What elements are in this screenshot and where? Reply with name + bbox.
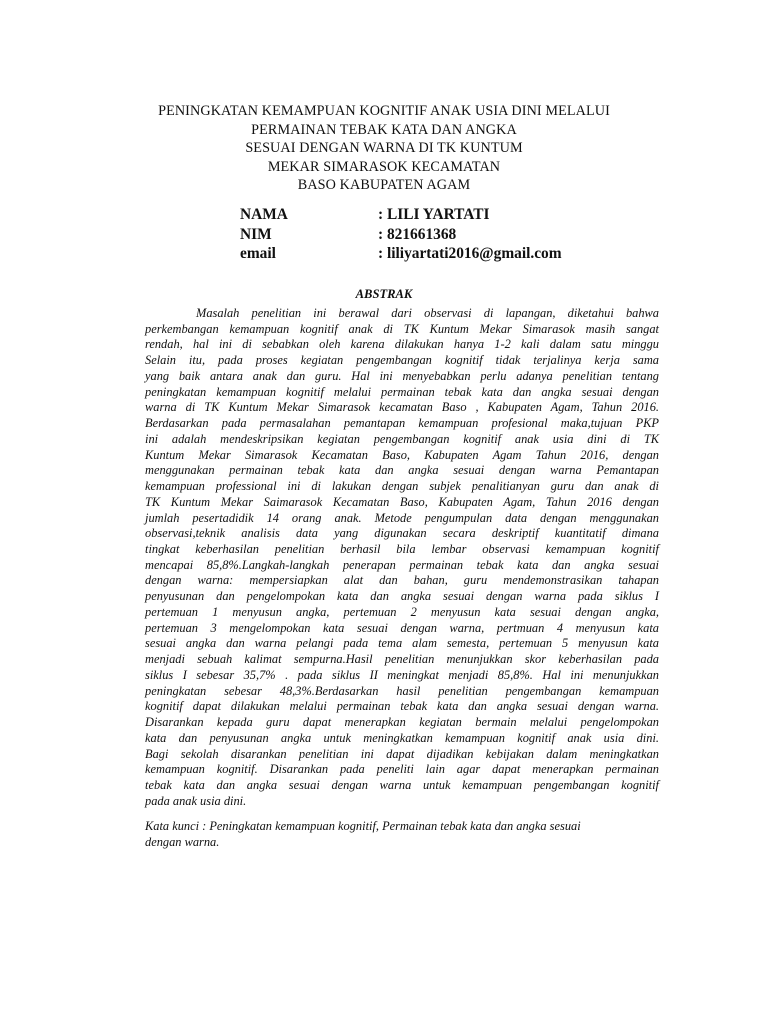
abstract-line: rendah, hal ini di sebabkan oleh karena dilakukan hanya 1-2 kali dalam satu minggu: [145, 337, 659, 352]
abstract-line: Disarankan kepada guru dapat menerapkan kegiatan bermain melalui pengelompokan: [145, 715, 659, 730]
abstract-line: menggunakan permainan tebak kata dan angka sesuai dengan warna Pemantapan: [145, 463, 659, 478]
email-row: [240, 244, 562, 264]
abstract-body: [145, 306, 659, 810]
nim-value: : 821661368: [378, 225, 457, 243]
name-label: NAMA: [240, 206, 288, 223]
abstract-line: Bagi sekolah disarankan penelitian ini dapat dijadikan kebijakan dalam meningkatkan: [145, 746, 659, 761]
name-value: : LILI YARTATI: [378, 206, 490, 223]
title-line: SESUAI DENGAN WARNA DI TK KUNTUM: [245, 140, 523, 157]
keywords-line: Kata kunci : Peningkatan kemampuan kognitif, Permainan tebak kata dan angka sesuai: [145, 819, 581, 833]
abstract-line: Kuntum Mekar Simarasok Kecamatan Baso, Kabupaten Agam Tahun 2016, dengan: [145, 447, 659, 462]
abstract-line: mencapai 85,8%.Langkah-langkah penerapan permainan tebak kata dan angka sesuai: [145, 557, 659, 572]
abstract-line: kata dan penyusunan angka untuk meningkatkan kemampuan kognitif anak usia dini.: [145, 730, 659, 745]
abstract-line: kemampuan professional ini di lakukan dengan subjek penalitianyan guru dan anak di: [145, 479, 659, 494]
paper-title: [100, 102, 668, 195]
abstract-line: TK Kuntum Mekar Saimarasok Kecamatan Baso, Kabupaten Agam, Tahun 2016 dengan: [145, 494, 659, 509]
title-line: PERMAINAN TEBAK KATA DAN ANGKA: [251, 121, 517, 138]
abstract-line: penyusunan dan pengelompokan kata dan angka sesuai dengan warna pada siklus I: [145, 589, 659, 604]
abstract-line: warna di TK Kuntum Mekar Simarasok kecamatan Baso , Kabupaten Agam, Tahun 2016.: [145, 400, 659, 415]
name-row: [240, 205, 562, 225]
abstract-line: kognitif dapat dilakukan melalui permainan tebak kata dan angka sesuai dengan warna.: [145, 699, 659, 714]
abstract-line: tingkat keberhasilan penelitian berhasil bila lembar observasi kemampuan kognitif: [145, 542, 659, 557]
abstract-line: jumlah pesertadidik 14 orang anak. Metode pengumpulan data dengan menggunakan: [145, 510, 659, 525]
abstract-line: Berdasarkan pada permasalahan pemantapan kemampuan profesional maka,tujuan PKP: [145, 416, 659, 431]
email-label: email: [240, 245, 276, 263]
abstract-line: tebak kata dan angka sesuai dengan warna untuk kemampuan pengembangan kognitif: [145, 778, 659, 793]
abstract-line: pertemuan 1 menyusun angka, pertemuan 2 menyusun kata sesuai dengan angka,: [145, 604, 659, 619]
keywords-line: dengan warna.: [145, 835, 220, 849]
abstract-line: pertemuan 3 mengelompokan kata sesuai dengan warna, pertmuan 4 menyusun kata: [145, 620, 659, 635]
abstract-line: observasi,teknik analisis data yang digunakan secara deskriptif kuantitatif dimana: [145, 526, 659, 541]
abstract-line: sesuai angka dan warna pelangi pada tema alam semesta, pertemuan 5 menyusun kata: [145, 636, 659, 651]
abstract-line: pada anak usia dini.: [145, 793, 247, 808]
abstract-line: Masalah penelitian ini berawal dari observasi di lapangan, diketahui bahwa: [196, 306, 659, 320]
title-line: MEKAR SIMARASOK KECAMATAN: [267, 158, 501, 175]
abstract-line: yang baik antara anak dan guru. Hal ini menyebabkan perlu adanya penelitian tentang: [145, 368, 659, 383]
abstract-line: Selain itu, pada proses kegiatan pengembangan kognitif tidak terjalinya kerja sama: [145, 353, 659, 368]
nim-row: [240, 225, 562, 245]
abstract-line: peningkatan kemampuan kognitif melalui permainan tebak kata dan angka sesuai dengan: [145, 384, 659, 399]
nim-label: NIM: [240, 225, 272, 243]
abstract-line: siklus I sebesar 35,7% . pada siklus II meningkat menjadi 85,8%. Hal ini menunjukkan: [145, 667, 659, 682]
abstract-line: ini adalah mendeskripsikan kegiatan pengembangan kognitif anak usia dini di TK: [145, 431, 659, 446]
title-line: BASO KABUPATEN AGAM: [297, 177, 471, 194]
abstract-line: peningkatan sebesar 48,3%.Berdasarkan hasil penelitian pengembangan kemampuan: [145, 683, 659, 698]
abstract-heading: ABSTRAK: [355, 287, 413, 301]
abstract-line: kemampuan kognitif. Disarankan pada peneliti lain agar dapat menerapkan permainan: [145, 762, 659, 777]
title-line: PENINGKATAN KEMAMPUAN KOGNITIF ANAK USIA DINI MELALUI: [158, 103, 610, 119]
author-identity: [240, 205, 562, 264]
email-value: : liliyartati2016@gmail.com: [378, 245, 562, 263]
abstract-line: menjadi sebuah kalimat sempurna.Hasil penelitian menunjukkan skor keberhasilan pada: [145, 652, 659, 667]
abstract-line: dengan warna: mempersiapkan alat dan bahan, guru mendemonstrasikan tahapan: [145, 573, 659, 588]
keywords: [145, 818, 659, 850]
abstract-line: perkembangan kemampuan kognitif anak di TK Kuntum Mekar Simarasok masih sangat: [145, 321, 659, 336]
